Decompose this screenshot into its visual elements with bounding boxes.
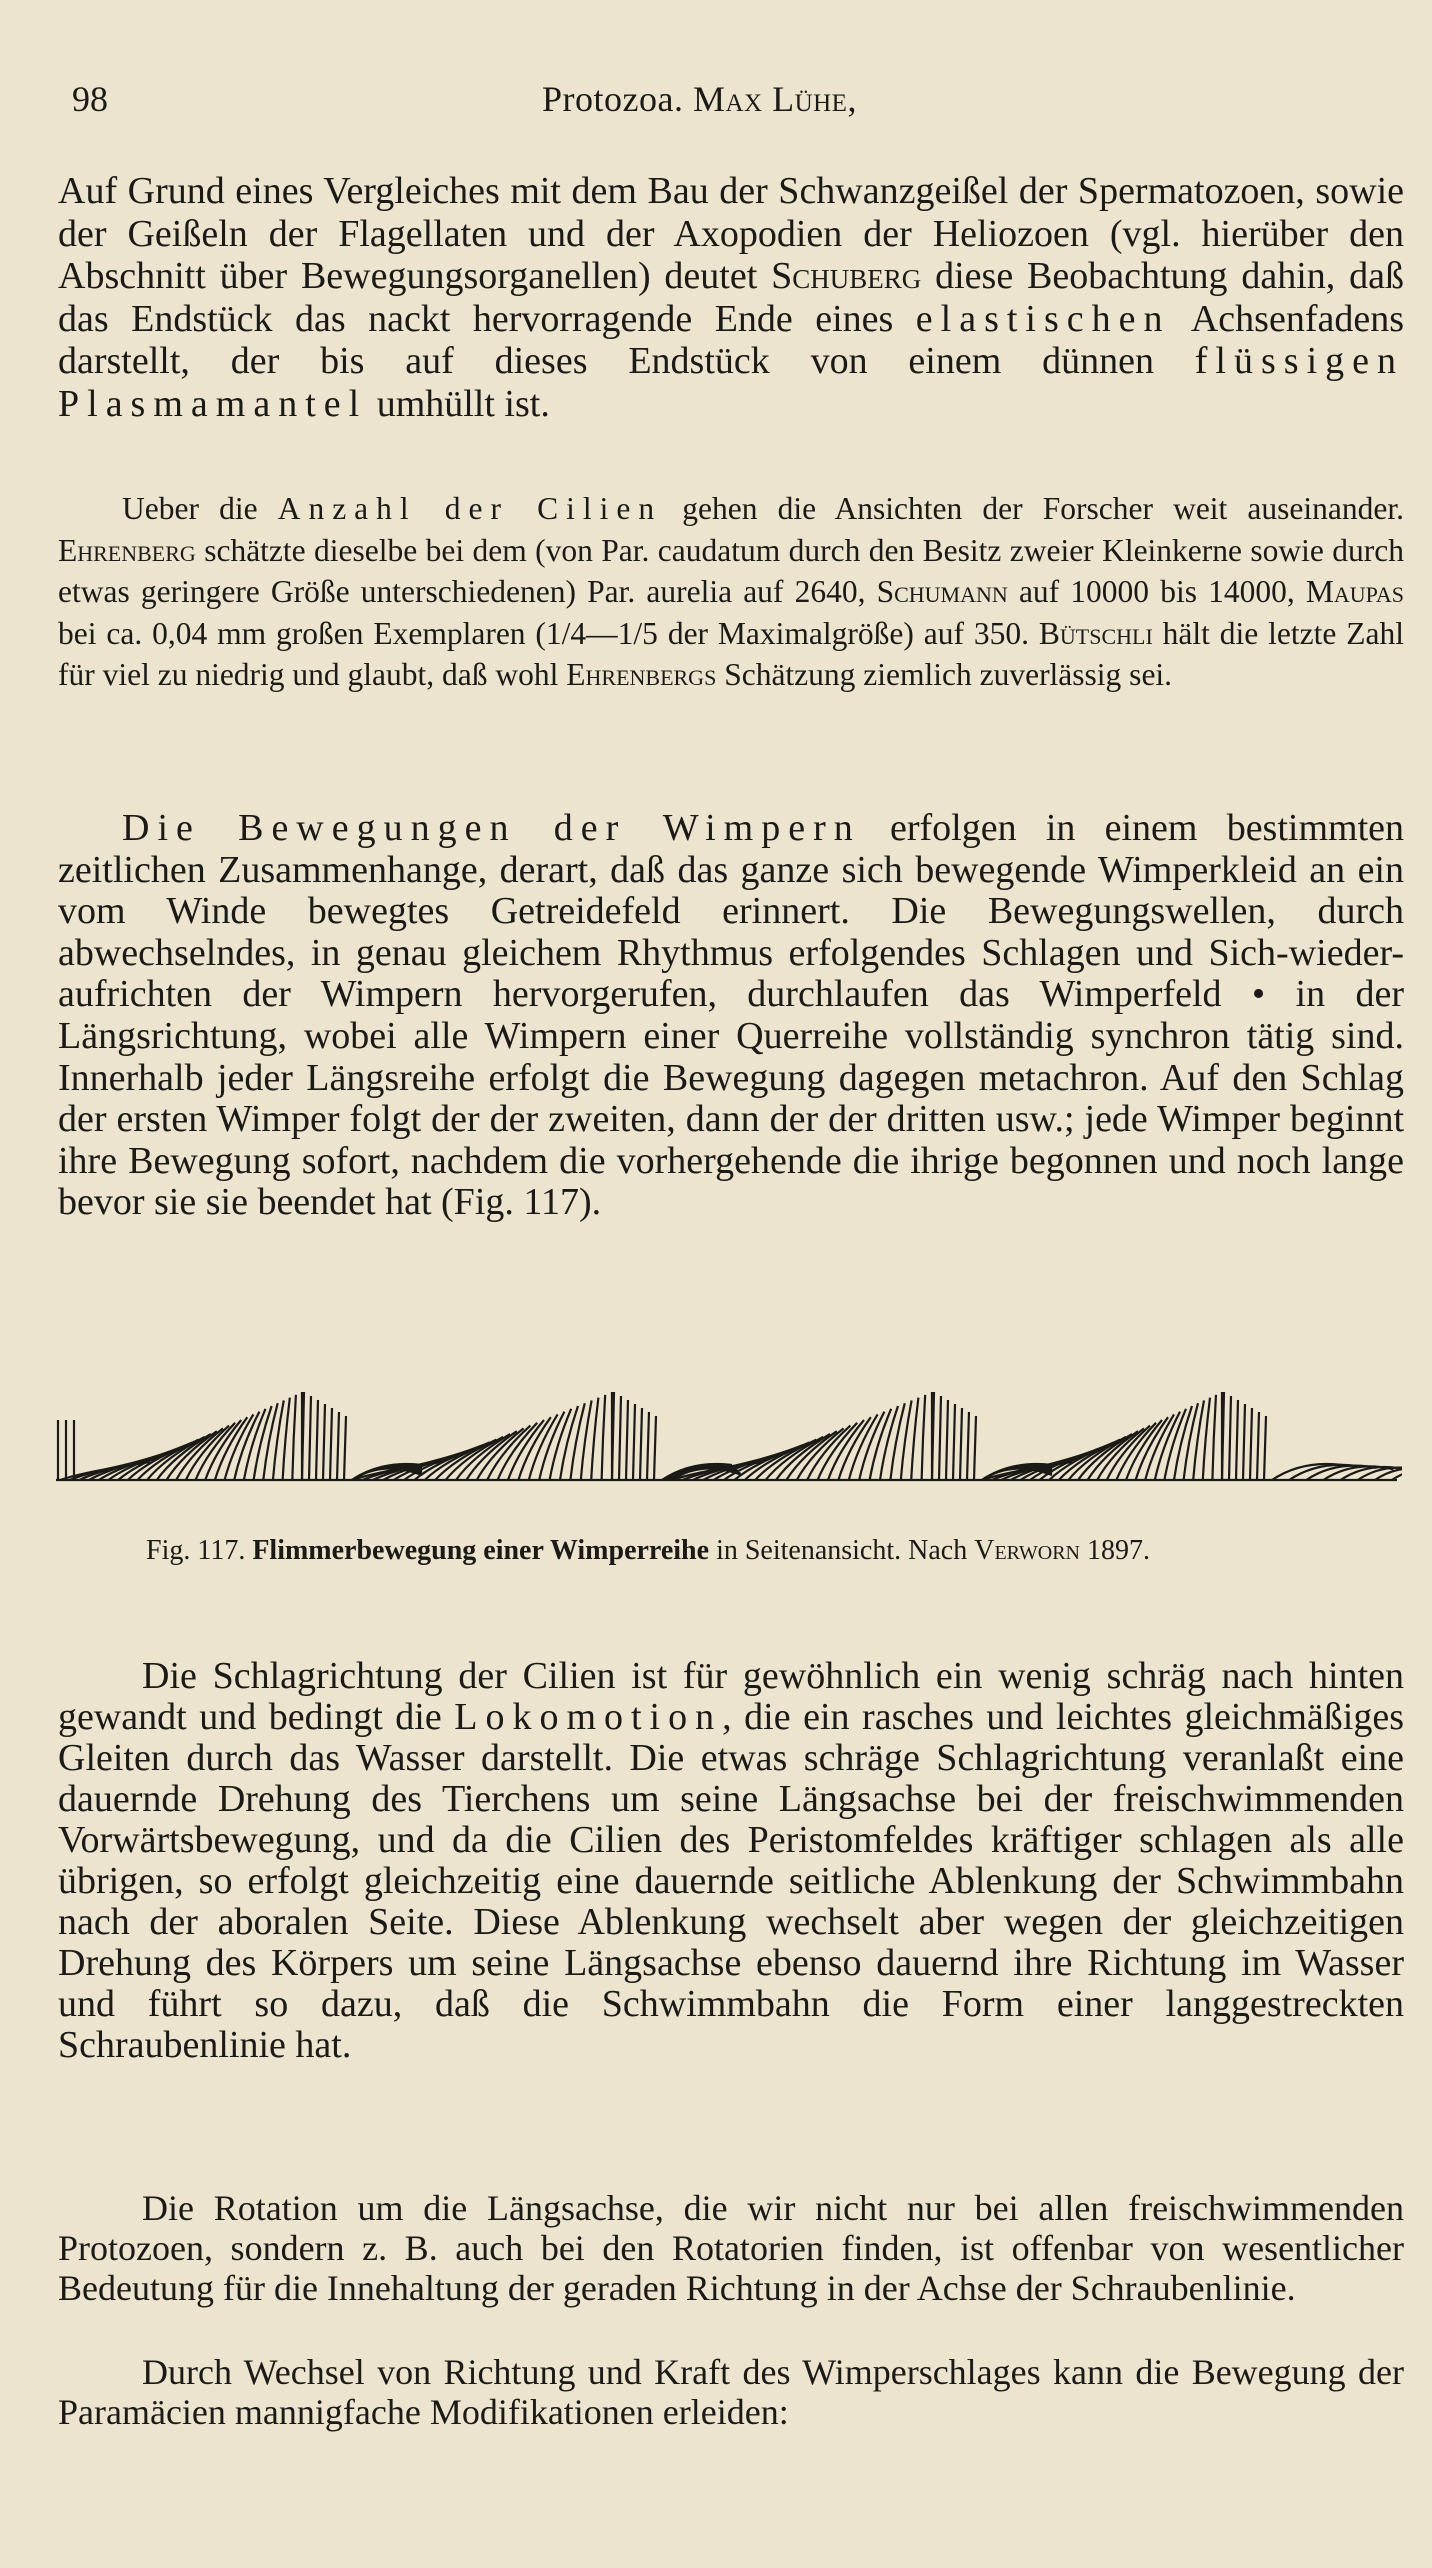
paragraph-6: Durch Wechsel von Richtung und Kraft des Wimperschlages kann die Bewegung der Paramäcien mannigfache Modifikationen erleiden: — [58, 2352, 1404, 2432]
person-name: Schuberg — [771, 255, 922, 297]
cilium-stroke — [633, 1404, 635, 1480]
cilium-stroke — [939, 1396, 941, 1480]
figure-title: Flimmerbewegung einer Wimperreihe — [252, 1535, 710, 1566]
source-author: Verworn — [974, 1535, 1080, 1566]
cilium-stroke — [640, 1408, 642, 1480]
cilia-wave-illustration — [52, 1380, 1402, 1500]
figure-label: Fig. 117. — [146, 1535, 246, 1566]
cilium-stroke — [1243, 1404, 1245, 1480]
text-run: diese Beobachtung dahin, daß das Endstück das nackt hervorragende Ende eines — [58, 255, 1404, 340]
running-header — [72, 78, 1392, 128]
cilium-stroke — [309, 1396, 311, 1480]
cilium-stroke — [647, 1412, 649, 1480]
cilium-stroke — [330, 1408, 332, 1480]
cilium-stroke — [1264, 1416, 1266, 1480]
text-run: Die Schlagrichtung der Cilien ist für gewöhnlich ein wenig schräg nach hinten gewandt und bedingt die — [58, 1655, 1404, 1738]
text-run: umhüllt ist. — [367, 382, 550, 425]
cilium-stroke — [911, 1398, 918, 1480]
person-name: Maupas — [1305, 574, 1405, 609]
text-run: Schätzung ziemlich zuverlässig sei. — [716, 657, 1173, 692]
cilium-stroke — [1236, 1400, 1238, 1480]
cilium-stroke — [591, 1398, 598, 1480]
cilium-stroke — [323, 1404, 325, 1480]
paragraph-5: Die Rotation um die Längsachse, die wir nicht nur bei allen freischwimmenden Protozoen, sondern z. B. auch bei den Rotatorien finden, ist offenbar von wesentlicher Bedeutung für die Innehaltung der geraden Richtung in der Achse der Schraubenlinie. — [58, 2188, 1404, 2308]
section-title: Protozoa. — [542, 79, 684, 119]
cilium-stroke — [1257, 1412, 1259, 1480]
cilium-stroke — [967, 1412, 969, 1480]
text-run: bei ca. 0,04 mm großen Exemplaren (1/4—1/5 der Maximalgröße) auf 350. — [58, 615, 1039, 651]
page-number: 98 — [72, 79, 108, 119]
person-name: Schumann — [876, 574, 1008, 609]
emphasis: Anzahl der Cilien — [277, 491, 663, 526]
cilium-stroke — [344, 1416, 346, 1480]
author-name: Max Lühe, — [692, 79, 857, 119]
text-run: schätzte dieselbe bei dem (von Par. caudatum durch den Besitz zweier Kleinkerne sowie durch etwas geringere Größe unterschiedenen) Par. aurelia auf 2640, — [58, 532, 1404, 609]
text-run: auf 10000 bis 14000, — [1007, 574, 1306, 609]
paragraph-1 — [58, 170, 1404, 425]
paragraph-2 — [58, 488, 1404, 696]
emphasis: Die Bewegungen der Wimpern — [122, 807, 861, 849]
cilium-stroke — [619, 1396, 621, 1480]
cilium-stroke — [1203, 1398, 1210, 1480]
cilium-stroke — [292, 1395, 296, 1480]
emphasis: flüssigen Plasmamantel — [58, 340, 1404, 425]
source-year: 1897. — [1080, 1535, 1150, 1566]
cilium-stroke — [974, 1416, 976, 1480]
cilium-stroke — [922, 1395, 926, 1480]
person-name: Bütschli — [1038, 615, 1153, 651]
cilium-stroke — [1212, 1395, 1216, 1480]
emphasis: elastischen — [915, 297, 1171, 340]
text-run: gehen die Ansichten der Forscher weit auseinander. — [662, 491, 1404, 526]
cilium-stroke — [960, 1408, 962, 1480]
cilium-stroke — [1229, 1396, 1231, 1480]
cilium-stroke — [953, 1404, 955, 1480]
person-name: Ehrenbergs — [566, 657, 717, 692]
text-run: hält die letzte Zahl für viel zu niedrig und glaubt, daß wohl — [58, 615, 1404, 692]
text-run: , die ein rasches und leichtes gleichmäßiges Gleiten durch das Wasser darstellt. Die etwas schräge Schlagrichtung veranlaßt eine dauernde Drehung des Tierchens um seine Längsachse bei der freischwimmenden Vorwärtsbewegung, und da die Cilien des Peristomfeldes kräftiger schlagen als alle übrigen, so erfolgt gleichzeitig eine dauernde seitliche Ablenkung der Schwimmbahn nach der aboralen Seite. Diese Ablenkung wechselt aber wegen der gleichzeitigen Drehung des Körpers um seine Längsachse ebenso dauernd ihre Richtung im Wasser und führt so dazu, daß die Schwimmbahn die Form einer langgestreckten Schraubenlinie hat. — [58, 1696, 1404, 2066]
text-run: Ueber die — [122, 491, 278, 526]
cilium-stroke — [263, 1403, 277, 1480]
running-title — [542, 78, 857, 120]
cilium-stroke — [1272, 1464, 1342, 1480]
text-run: Auf Grund eines Vergleiches mit dem Bau der Schwanzgeißel der Spermatozoen, sowie der Geißeln der Flagellaten und der Axopodien der Heliozoen (vgl. hierüber den Abschnitt über Bewegungsorganellen) deutet — [58, 170, 1404, 297]
paragraph-3 — [58, 808, 1404, 1224]
paragraph-4 — [58, 1656, 1404, 2066]
cilium-stroke — [602, 1395, 606, 1480]
figure-caption — [58, 1532, 1398, 1570]
cilium-stroke — [1184, 1403, 1198, 1480]
cilium-stroke — [1250, 1408, 1252, 1480]
cilium-stroke — [946, 1400, 948, 1480]
cilium-stroke — [316, 1400, 318, 1480]
cilium-stroke — [283, 1398, 290, 1480]
caption-text: in Seitenansicht. Nach — [709, 1535, 975, 1566]
cilium-stroke — [626, 1400, 628, 1480]
cilium-stroke — [654, 1416, 656, 1480]
text-run: Achsenfadens darstellt, der bis auf dieses Endstück von einem dünnen — [58, 297, 1404, 382]
emphasis: Lokomotion — [454, 1696, 723, 1738]
cilium-stroke — [337, 1412, 339, 1480]
figure-117 — [52, 1380, 1402, 1500]
person-name: Ehrenberg — [58, 532, 196, 568]
text-run: erfolgen in einem bestimmten zeitlichen Zusammenhange, derart, daß das ganze sich bewegende Wimperkleid an ein vom Winde bewegtes Getreidefeld erinnert. Die Bewegungswellen, durch abwechselndes, in genau gleichem Rhythmus erfolgendes Schlagen und Sich-wieder-aufrichten der Wimpern hervorgerufen, durchlaufen das Wimperfeld • in der Längsrichtung, wobei alle Wimpern einer Querreihe vollständig synchron tätig sind. Innerhalb jeder Längsreihe erfolgt die Bewegung dagegen metachron. Auf den Schlag der ersten Wimper folgt der der zweiten, dann der der dritten usw.; jede Wimper beginnt ihre Bewegung sofort, nachdem die vorhergehende die ihrige begonnen und noch lange bevor sie sie beendet hat (Fig. 117). — [58, 807, 1404, 1224]
